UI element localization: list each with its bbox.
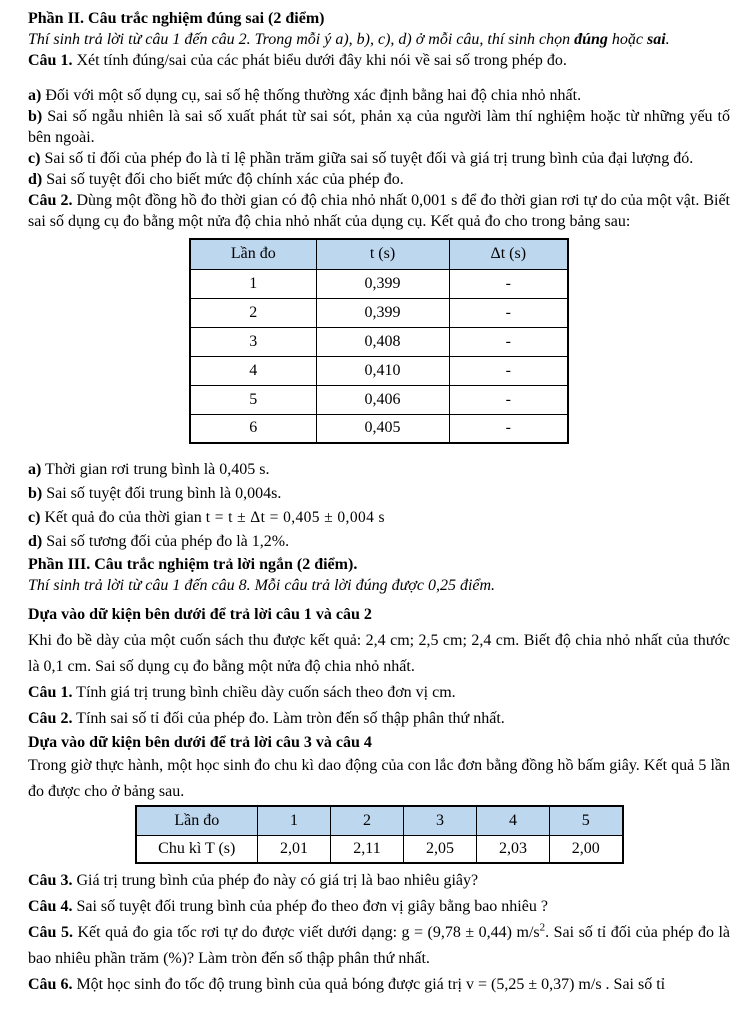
statement-a-label: a) bbox=[28, 87, 42, 104]
header-trial-4: 4 bbox=[477, 806, 550, 835]
header-trial-1: 1 bbox=[258, 806, 331, 835]
header-trial-2: 2 bbox=[331, 806, 404, 835]
question-iii-2-label: Câu 2. bbox=[28, 710, 73, 727]
answer-d-text: Sai số tương đối của phép đo là 1,2%. bbox=[42, 533, 290, 550]
question-iii-3-text: Giá trị trung bình của phép đo này có giá trị là bao nhiêu giây? bbox=[72, 872, 479, 889]
statement-c-label: c) bbox=[28, 150, 41, 167]
part3-instruction: Thí sinh trả lời từ câu 1 đến câu 8. Mỗi câu trả lời đúng được 0,25 điểm. bbox=[28, 577, 496, 594]
question-iii-4 bbox=[28, 894, 730, 920]
question-2-text: Dùng một đồng hồ đo thời gian có độ chia nhỏ nhất 0,001 s để đo thời gian rơi tự do của một vật. Biết sai số dụng cụ đo bằng một nửa độ chia nhỏ nhất của dụng cụ. Kết quả đo cho trong bảng sau: bbox=[28, 192, 731, 230]
block2-heading: Dựa vào dữ kiện bên dưới để trả lời câu 3 và câu 4 bbox=[28, 734, 372, 751]
cell-period: 2,11 bbox=[331, 835, 404, 863]
table-header-row bbox=[136, 806, 623, 835]
part2-heading: Phần II. Câu trắc nghiệm đúng sai (2 điểm) bbox=[28, 10, 325, 27]
answer-d bbox=[28, 530, 730, 554]
cell-trial: 4 bbox=[190, 356, 316, 385]
statement-b bbox=[28, 106, 730, 148]
header-lan-do: Lần đo bbox=[136, 806, 258, 835]
part2-instruction bbox=[28, 29, 730, 50]
cell-period: 2,03 bbox=[477, 835, 550, 863]
answer-b-text: Sai số tuyệt đối trung bình là 0,004s. bbox=[42, 485, 282, 502]
block1-text: Khi đo bề dày của một cuốn sách thu được kết quả: 2,4 cm; 2,5 cm; 2,4 cm. Biết độ chia nhỏ nhất của thước là 0,1 cm. Sai số dụng cụ đo bằng một nửa độ chia nhỏ nhất. bbox=[28, 632, 730, 675]
table-row bbox=[190, 385, 568, 414]
question-iii-5 bbox=[28, 920, 730, 972]
question-1-label: Câu 1. bbox=[28, 52, 73, 69]
answer-c-label: c) bbox=[28, 509, 41, 526]
measurement-table-period bbox=[135, 805, 624, 864]
answer-a-label: a) bbox=[28, 461, 42, 478]
statement-c bbox=[28, 148, 730, 169]
table-row bbox=[190, 356, 568, 385]
measurement-table-time bbox=[189, 238, 569, 444]
question-iii-1 bbox=[28, 680, 730, 706]
block2-text: Trong giờ thực hành, một học sinh đo chu kì dao động của con lắc đơn bằng đồng hồ bấm giây. Kết quả 5 lần đo được cho ở bảng sau. bbox=[28, 757, 730, 800]
cell-delta: - bbox=[449, 298, 568, 327]
instruction-post: . bbox=[665, 31, 670, 48]
table-row bbox=[190, 298, 568, 327]
cell-trial: 2 bbox=[190, 298, 316, 327]
cell-time: 0,408 bbox=[316, 327, 449, 356]
header-t-s: t (s) bbox=[316, 239, 449, 269]
statement-c-text: Sai số tỉ đối của phép đo là tỉ lệ phần trăm giữa sai số tuyệt đối và giá trị trung bình của đại lượng đó. bbox=[40, 150, 694, 167]
question-iii-4-label: Câu 4. bbox=[28, 898, 73, 915]
cell-period: 2,01 bbox=[258, 835, 331, 863]
statement-d-text: Sai số tuyệt đối cho biết mức độ chính xác của phép đo. bbox=[42, 171, 404, 188]
answer-a bbox=[28, 458, 730, 482]
cell-delta: - bbox=[449, 385, 568, 414]
question-iii-3 bbox=[28, 868, 730, 894]
superscript-2: 2 bbox=[539, 921, 546, 934]
statement-d-label: d) bbox=[28, 171, 43, 188]
question-iii-4-text: Sai số tuyệt đối trung bình của phép đo theo đơn vị giây bằng bao nhiêu ? bbox=[72, 898, 548, 915]
instruction-mid: hoặc bbox=[607, 31, 647, 48]
statement-b-label: b) bbox=[28, 108, 43, 125]
statement-d bbox=[28, 169, 730, 190]
cell-delta: - bbox=[449, 356, 568, 385]
question-iii-5-text-pre: Kết quả đo gia tốc rơi tự do được viết dưới dạng: g = (9,78 ± 0,44) m/s bbox=[72, 924, 540, 941]
instruction-sai: sai bbox=[646, 31, 666, 48]
answer-c bbox=[28, 506, 730, 530]
question-iii-6 bbox=[28, 972, 730, 998]
answer-b-label: b) bbox=[28, 485, 43, 502]
question-1 bbox=[28, 50, 730, 71]
cell-delta: - bbox=[449, 414, 568, 443]
answer-d-label: d) bbox=[28, 533, 43, 550]
cell-time: 0,405 bbox=[316, 414, 449, 443]
question-1-text: Xét tính đúng/sai của các phát biểu dưới đây khi nói về sai số trong phép đo. bbox=[72, 52, 567, 69]
table-row bbox=[190, 327, 568, 356]
cell-time: 0,399 bbox=[316, 298, 449, 327]
cell-period-label: Chu kì T (s) bbox=[136, 835, 258, 863]
answer-a-text: Thời gian rơi trung bình là 0,405 s. bbox=[41, 461, 270, 478]
cell-delta: - bbox=[449, 327, 568, 356]
question-iii-5-label: Câu 5. bbox=[28, 924, 73, 941]
header-trial-3: 3 bbox=[404, 806, 477, 835]
answer-b bbox=[28, 482, 730, 506]
header-delta-t-s: Δt (s) bbox=[449, 239, 568, 269]
answer-c-text: Kết quả đo của thời gian bbox=[40, 509, 206, 526]
table-header-row bbox=[190, 239, 568, 269]
cell-period: 2,00 bbox=[550, 835, 623, 863]
instruction-dung: đúng bbox=[574, 31, 608, 48]
cell-trial: 3 bbox=[190, 327, 316, 356]
cell-delta: - bbox=[449, 269, 568, 298]
instruction-pre: Thí sinh trả lời từ câu 1 đến câu 2. Trong mỗi ý a), b), c), d) ở mỗi câu, thí sinh chọn bbox=[28, 31, 575, 48]
question-2-label: Câu 2. bbox=[28, 192, 73, 209]
header-trial-5: 5 bbox=[550, 806, 623, 835]
statement-b-text: Sai số ngẫu nhiên là sai số xuất phát từ sai sót, phản xạ của người làm thí nghiệm hoặc từ những yếu tố bên ngoài. bbox=[28, 108, 730, 146]
statement-a-text: Đối với một số dụng cụ, sai số hệ thống thường xác định bằng hai độ chia nhỏ nhất. bbox=[41, 87, 582, 104]
question-iii-2-text: Tính sai số tỉ đối của phép đo. Làm tròn đến số thập phân thứ nhất. bbox=[72, 710, 505, 727]
time-result-formula: t = t ± Δt = 0,405 ± 0,004 s bbox=[205, 509, 385, 526]
cell-time: 0,410 bbox=[316, 356, 449, 385]
header-lan-do: Lần đo bbox=[190, 239, 316, 269]
question-iii-6-label: Câu 6. bbox=[28, 976, 73, 993]
table-row bbox=[190, 414, 568, 443]
table-row bbox=[190, 269, 568, 298]
question-iii-1-label: Câu 1. bbox=[28, 684, 73, 701]
cell-time: 0,406 bbox=[316, 385, 449, 414]
cell-time: 0,399 bbox=[316, 269, 449, 298]
question-2 bbox=[28, 190, 730, 232]
question-iii-3-label: Câu 3. bbox=[28, 872, 73, 889]
question-iii-5-text-post: . Sai số tỉ đối của phép đo là bao nhiêu phần trăm (%)? Làm tròn đến số thập phân thứ nhất. bbox=[28, 924, 731, 967]
statement-a bbox=[28, 85, 730, 106]
question-iii-1-text: Tính giá trị trung bình chiều dày cuốn sách theo đơn vị cm. bbox=[72, 684, 456, 701]
cell-trial: 6 bbox=[190, 414, 316, 443]
question-iii-2 bbox=[28, 706, 730, 732]
question-iii-6-text: Một học sinh đo tốc độ trung bình của quả bóng được giá trị v = (5,25 ± 0,37) m/s . Sai số tỉ bbox=[72, 976, 666, 993]
table-row bbox=[136, 835, 623, 863]
cell-trial: 1 bbox=[190, 269, 316, 298]
cell-trial: 5 bbox=[190, 385, 316, 414]
cell-period: 2,05 bbox=[404, 835, 477, 863]
part3-heading: Phần III. Câu trắc nghiệm trả lời ngắn (2 điểm). bbox=[28, 556, 358, 573]
block1-heading: Dựa vào dữ kiện bên dưới để trả lời câu 1 và câu 2 bbox=[28, 606, 372, 623]
